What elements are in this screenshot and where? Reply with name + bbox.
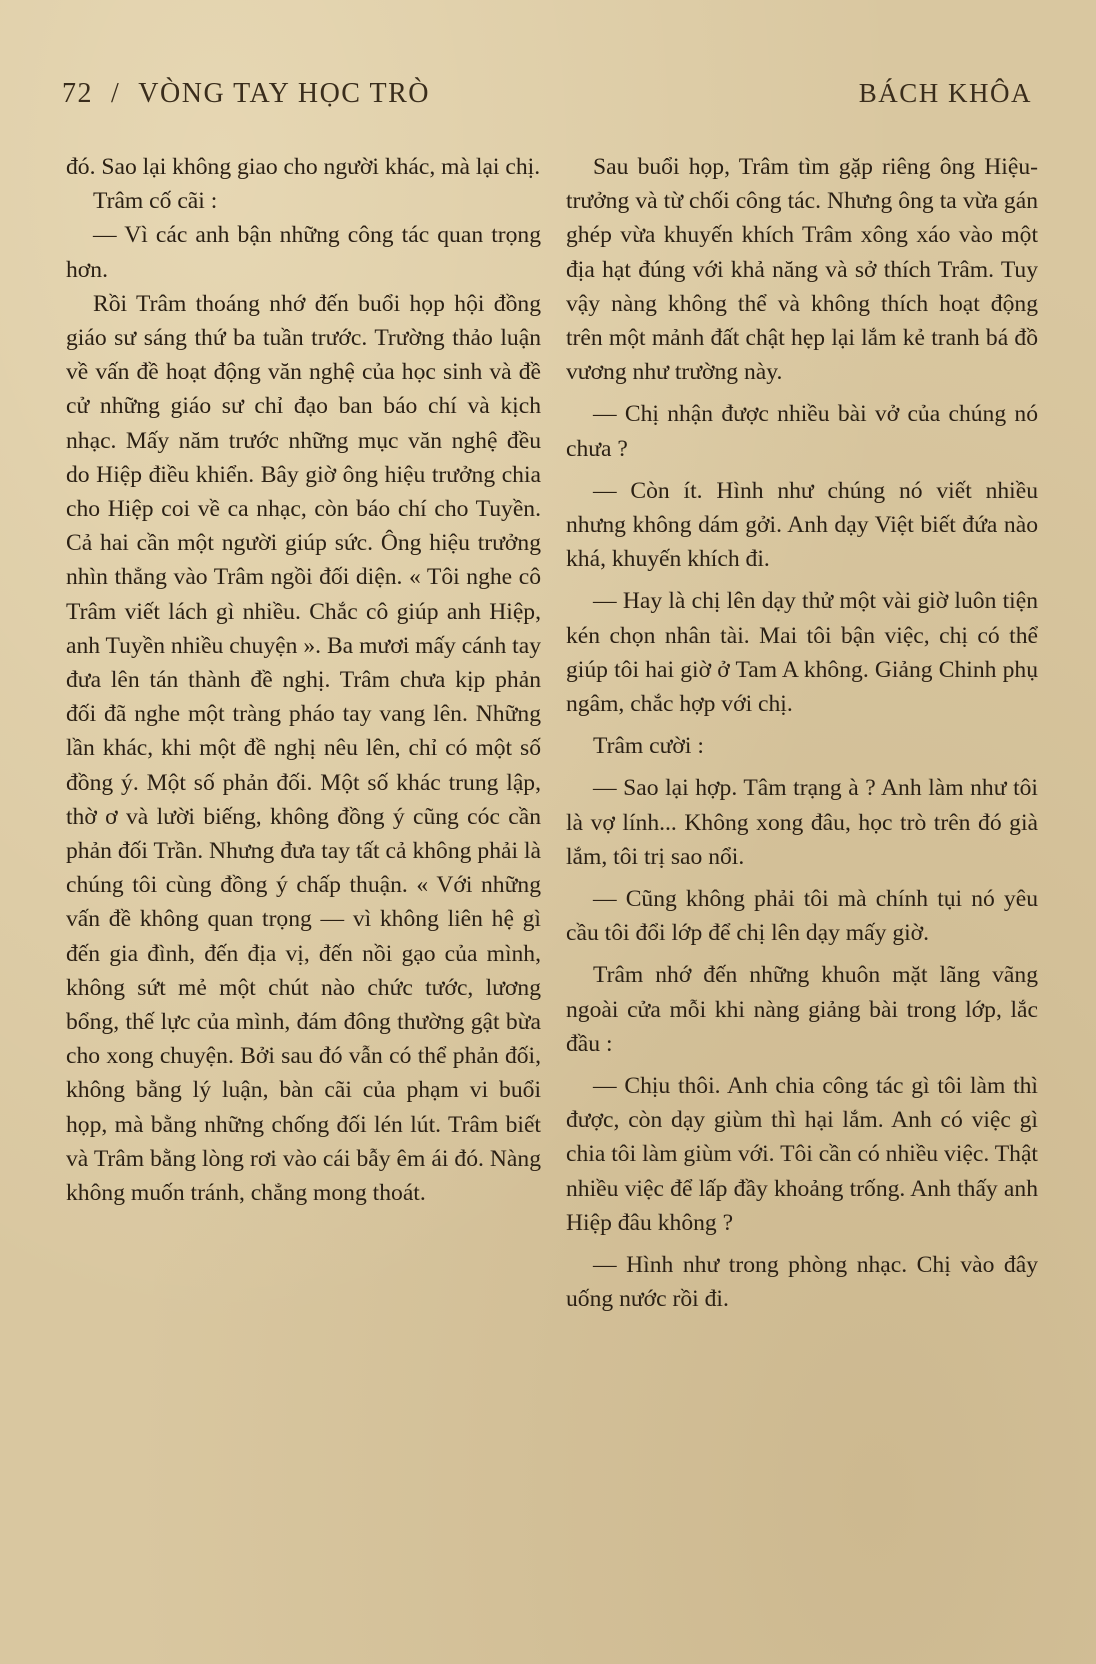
paragraph: Sau buổi họp, Trâm tìm gặp riêng ông Hiệu-trưởng và từ chối công tác. Nhưng ông ta vừa gán ghép vừa khuyến khích Trâm xông xáo vào một địa hạt đúng với khả năng và sở thích Trâm. Tuy vậy nàng không thể và không thích hoạt động trên một mảnh đất chật hẹp lại lắm kẻ tranh bá đồ vương như trường này. bbox=[566, 154, 1038, 386]
paragraph: Trâm cười : bbox=[593, 733, 704, 760]
paragraph: — Hình như trong phòng nhạc. Chị vào đây uống nước rồi đi. bbox=[566, 1252, 1038, 1313]
paragraph: — Chị nhận được nhiều bài vở của chúng nó chưa ? bbox=[566, 401, 1038, 462]
page-number: 72 bbox=[62, 78, 93, 109]
paragraph: — Hay là chị lên dạy thử một vài giờ luôn tiện kén chọn nhân tài. Mai tôi bận việc, chị có thể giúp tôi hai giờ ở Tam A không. Giảng Chinh phụ ngâm, chắc hợp với chị. bbox=[566, 588, 1038, 718]
paragraph: — Sao lại hợp. Tâm trạng à ? Anh làm như tôi là vợ lính... Không xong đâu, học trò trên đó già lắm, tôi trị sao nổi. bbox=[566, 775, 1038, 870]
paragraph: — Còn ít. Hình như chúng nó viết nhiều nhưng không dám gởi. Anh dạy Việt biết đứa nào khá, khuyến khích đi. bbox=[566, 477, 1038, 573]
running-title: VÒNG TAY HỌC TRÒ bbox=[138, 78, 430, 109]
running-header bbox=[62, 78, 430, 110]
paragraph: Rồi Trâm thoáng nhớ đến buổi họp hội đồng giáo sư sáng thứ ba tuần trước. Trường thảo luận về vấn đề hoạt động văn nghệ của học sinh và đề cử những giáo sư chỉ đạo ban báo chí và kịch nhạc. Mấy năm trước những mục văn nghệ đều do Hiệp điều khiển. Bây giờ ông hiệu trưởng chia cho Hiệp coi về ca nhạc, còn báo chí cho Tuyền. Cả hai cần một người giúp sức. Ông hiệu trưởng nhìn thẳng vào Trâm ngồi đối diện. « Tôi nghe cô Trâm viết lách gì nhiều. Chắc cô giúp anh Hiệp, anh Tuyền nhiều chuyện ». Ba mươi mấy cánh tay đưa lên tán thành đề nghị. Trâm chưa kịp phản đối đã nghe một tràng pháo tay vang lên. Những lần khác, khi một đề nghị nêu lên, chỉ có một số đồng ý. Một số phản đối. Một số khác trung lập, thờ ơ và lười biếng, không đồng ý cũng cóc cần phản đối Trần. Nhưng đưa tay tất cả không phải là chúng tôi cùng đồng ý chấp thuận. « Với những vấn đề không quan trọng — vì không liên hệ gì đến gia đình, đến địa vị, đến nồi gạo của mình, không sứt mẻ một chút nào chức tước, lương bổng, thế lực của mình, đám đông thường gật bừa cho xong chuyện. Bởi sau đó vẫn có thể phản đối, không bằng lý luận, bàn cãi của phạm vi buổi họp, mà bằng những chống đối lén lút. Trâm biết và Trâm bằng lòng rơi vào cái bẫy êm ái đó. Nàng không muốn tránh, chẳng mong thoát. bbox=[66, 290, 541, 1207]
right-column bbox=[566, 150, 1038, 1317]
left-column bbox=[66, 150, 541, 1210]
page-header bbox=[62, 78, 1032, 122]
paragraph: — Vì các anh bận những công tác quan trọng hơn. bbox=[66, 222, 541, 283]
magazine-name: BÁCH KHÔA bbox=[858, 78, 1032, 108]
paragraph: đó. Sao lại không giao cho người khác, mà lại chị. bbox=[66, 154, 541, 180]
paragraph: — Cũng không phải tôi mà chính tụi nó yêu cầu tôi đổi lớp để chị lên dạy mấy giờ. bbox=[566, 886, 1038, 947]
paragraph: Trâm cố cãi : bbox=[93, 188, 218, 215]
header-separator: / bbox=[111, 78, 121, 109]
paragraph: — Chịu thôi. Anh chia công tác gì tôi làm thì được, còn dạy giùm thì hại lắm. Anh có việc gì chia tôi làm giùm với. Tôi cần có nhiều việc. Thật nhiều việc để lấp đầy khoảng trống. Anh thấy anh Hiệp đâu không ? bbox=[566, 1073, 1038, 1236]
paragraph: Trâm nhớ đến những khuôn mặt lãng vãng ngoài cửa mỗi khi nàng giảng bài trong lớp, lắc đầu : bbox=[566, 962, 1038, 1057]
